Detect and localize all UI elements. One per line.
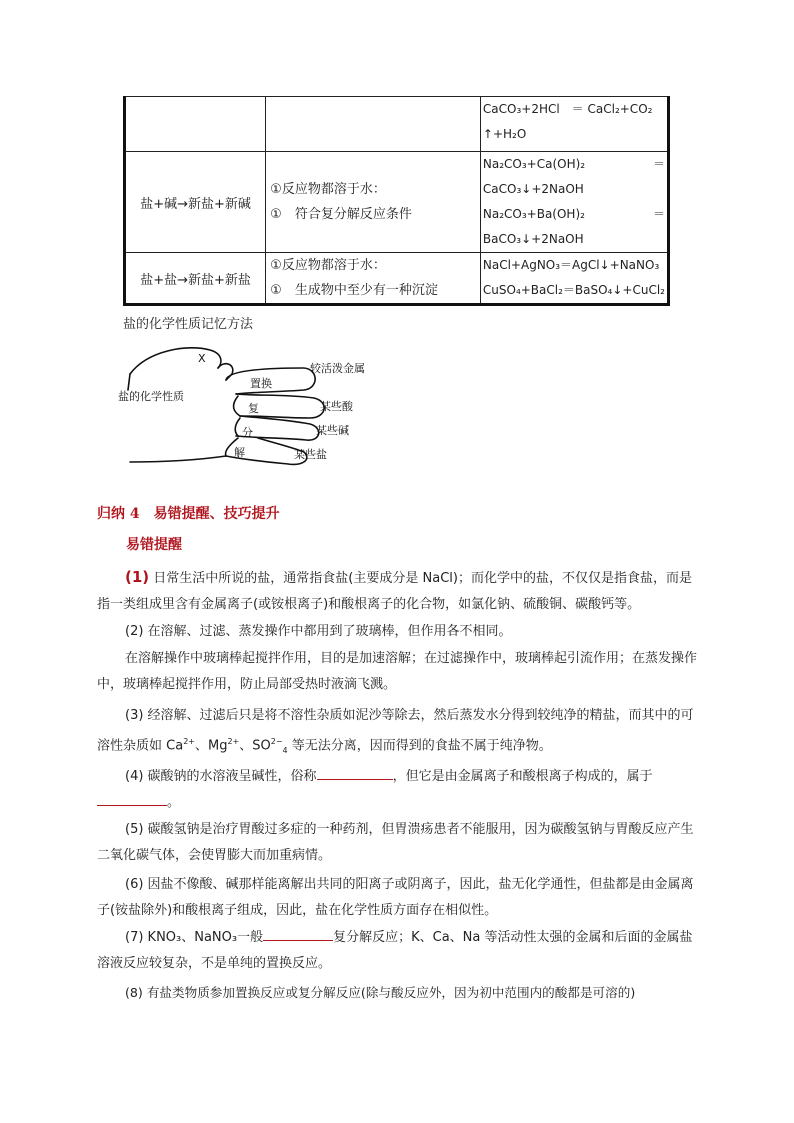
tip-paragraph-1 bbox=[97, 564, 700, 618]
table-row bbox=[125, 152, 669, 253]
tip-paragraph-7 bbox=[97, 925, 700, 977]
condition-line: ① 生成物中至少有一种沉淀 bbox=[270, 283, 438, 298]
paragraph-text: ，但它是由金属离子和酸根离子构成的，属于 bbox=[392, 769, 653, 784]
reaction-table bbox=[123, 96, 670, 306]
item-number: (1) bbox=[125, 568, 150, 586]
equation-line bbox=[483, 152, 665, 177]
table-cell-reaction-type: 盐+盐→新盐+新盐 bbox=[125, 253, 266, 305]
paragraph-text: 。 bbox=[167, 795, 181, 810]
section-title: 归纳 4 易错提醒、技巧提升 bbox=[97, 506, 280, 522]
wrist-edge bbox=[128, 374, 130, 390]
equation-line: NaCl+AgNO₃＝AgCl↓+NaNO₃ bbox=[482, 258, 660, 272]
equation-line bbox=[483, 202, 665, 227]
paragraph-text: 、SO bbox=[239, 738, 271, 754]
condition-line: ① 符合复分解反应条件 bbox=[270, 207, 412, 222]
equation-line: CaCO₃↓+2NaOH bbox=[482, 182, 584, 196]
equation-line: BaCO₃↓+2NaOH bbox=[482, 232, 584, 246]
paragraph-text: (7) KNO₃、NaNO₃一般 bbox=[125, 930, 264, 945]
equation-part: Na₂CO₃+Ca(OH)₂ bbox=[482, 157, 586, 171]
tip-paragraph-8: (8) 有盐类物质参加置换反应或复分解反应(除与酸反应外，因为初中范围内的酸都是可溶的) bbox=[125, 985, 636, 1000]
paragraph-text: 复分解反应；K、Ca、Na 等活动性太强的金属和后面的金属盐溶液反应较复杂，不是单纯的置换反应。 bbox=[97, 930, 693, 971]
tip-paragraph-2: (2) 在溶解、过滤、蒸发操作中都用到了玻璃棒，但作用各不相同。 bbox=[125, 624, 512, 639]
table-row bbox=[125, 253, 669, 305]
ion-charge: 2+ bbox=[227, 737, 240, 746]
table-cell-reaction-type: 盐+碱→新盐+新碱 bbox=[125, 152, 266, 253]
condition-line: ①反应物都溶于水： bbox=[270, 182, 386, 197]
finger-label-replacement: 置换 bbox=[250, 377, 272, 390]
tip-paragraph-4 bbox=[97, 764, 700, 816]
finger-label-fu: 复 bbox=[248, 402, 259, 415]
hand-diagram bbox=[118, 340, 388, 470]
wrist-outline bbox=[130, 456, 226, 462]
table-cell bbox=[266, 97, 481, 152]
table-cell-equations bbox=[480, 253, 668, 305]
tip-label-base: 某些碱 bbox=[316, 424, 349, 437]
equation-part: ＝ bbox=[652, 157, 665, 171]
finger-label-jie: 解 bbox=[234, 446, 245, 459]
fill-blank-reaction[interactable] bbox=[263, 926, 333, 941]
tip-paragraph-6: (6) 因盐不像酸、碱那样能离解出共同的阳离子或阴离子，因此，盐无化学通性，但盐都是由金属离子(铵盐除外)和酸根离子组成，因此，盐在化学性质方面存在相似性。 bbox=[97, 877, 694, 918]
table-cell-conditions bbox=[266, 253, 481, 305]
tip-paragraph-2b: 在溶解操作中玻璃棒起搅拌作用，目的是加速溶解；在过滤操作中，玻璃棒起引流作用；在蒸发操作中，玻璃棒起搅拌作用，防止局部受热时液滴飞溅。 bbox=[97, 651, 698, 692]
tip-label-acid: 某些酸 bbox=[320, 400, 353, 413]
paragraph-text: (3) 经溶解、过滤后只是将不溶性杂质如泥沙等除去，然后蒸发水分得到较纯净的精盐，而其中的可溶性杂质如 Ca bbox=[97, 708, 694, 754]
section-subtitle: 易错提醒 bbox=[126, 537, 182, 553]
paragraph-text: (4) 碳酸钠的水溶液呈碱性，俗称 bbox=[125, 769, 317, 784]
cross-mark: X bbox=[198, 352, 206, 365]
ion-charge: 2+ bbox=[183, 737, 195, 746]
equation-part: ＝ bbox=[652, 207, 665, 221]
ion-subscript: 4 bbox=[282, 745, 288, 755]
equation-line: CaCO₃+2HCl ＝ CaCl₂+CO₂ bbox=[482, 102, 653, 116]
table-cell-equations bbox=[480, 152, 668, 253]
tip-paragraph-5: (5) 碳酸氢钠是治疗胃酸过多症的一种药剂，但胃溃疡患者不能服用，因为碳酸氢钠与胃酸反应产生二氧化碳气体，会使胃膨大而加重病情。 bbox=[97, 822, 694, 863]
fill-blank-common-name[interactable] bbox=[317, 765, 393, 780]
tip-paragraph-3 bbox=[97, 703, 700, 764]
table-cell bbox=[480, 97, 668, 152]
memory-method-title: 盐的化学性质记忆方法 bbox=[123, 317, 254, 332]
condition-line: ①反应物都溶于水： bbox=[270, 258, 386, 273]
equation-line: CuSO₄+BaCl₂＝BaSO₄↓+CuCl₂ bbox=[482, 283, 665, 297]
table-cell-conditions bbox=[266, 152, 481, 253]
hand-outline bbox=[130, 348, 221, 374]
thumb-tip bbox=[218, 364, 233, 380]
equation-part: Na₂CO₃+Ba(OH)₂ bbox=[482, 207, 585, 221]
finger-crease bbox=[235, 418, 240, 436]
table-cell bbox=[125, 97, 266, 152]
tip-label-metal: 较活泼金属 bbox=[310, 362, 365, 375]
table-row bbox=[125, 97, 669, 152]
equation-line: ↑+H₂O bbox=[482, 127, 527, 141]
paragraph-text: 、Mg bbox=[194, 738, 228, 754]
paragraph-text: 日常生活中所说的盐，通常指食盐(主要成分是 NaCl)；而化学中的盐，不仅仅是指食盐，而是指一类组成里含有金属离子(或铵根离子)和酸根离子的化合物，如氯化钠、硫酸铜、碳酸钙等。 bbox=[97, 571, 692, 612]
tip-label-salt: 某些盐 bbox=[294, 448, 327, 461]
hand-label: 盐的化学性质 bbox=[118, 390, 184, 403]
ion-charge: 2− bbox=[270, 737, 283, 746]
finger-label-fen: 分 bbox=[242, 426, 253, 439]
fill-blank-category[interactable] bbox=[97, 791, 167, 806]
finger-crease bbox=[234, 396, 240, 416]
paragraph-text: 等无法分离，因而得到的食盐不属于纯净物。 bbox=[287, 738, 552, 754]
